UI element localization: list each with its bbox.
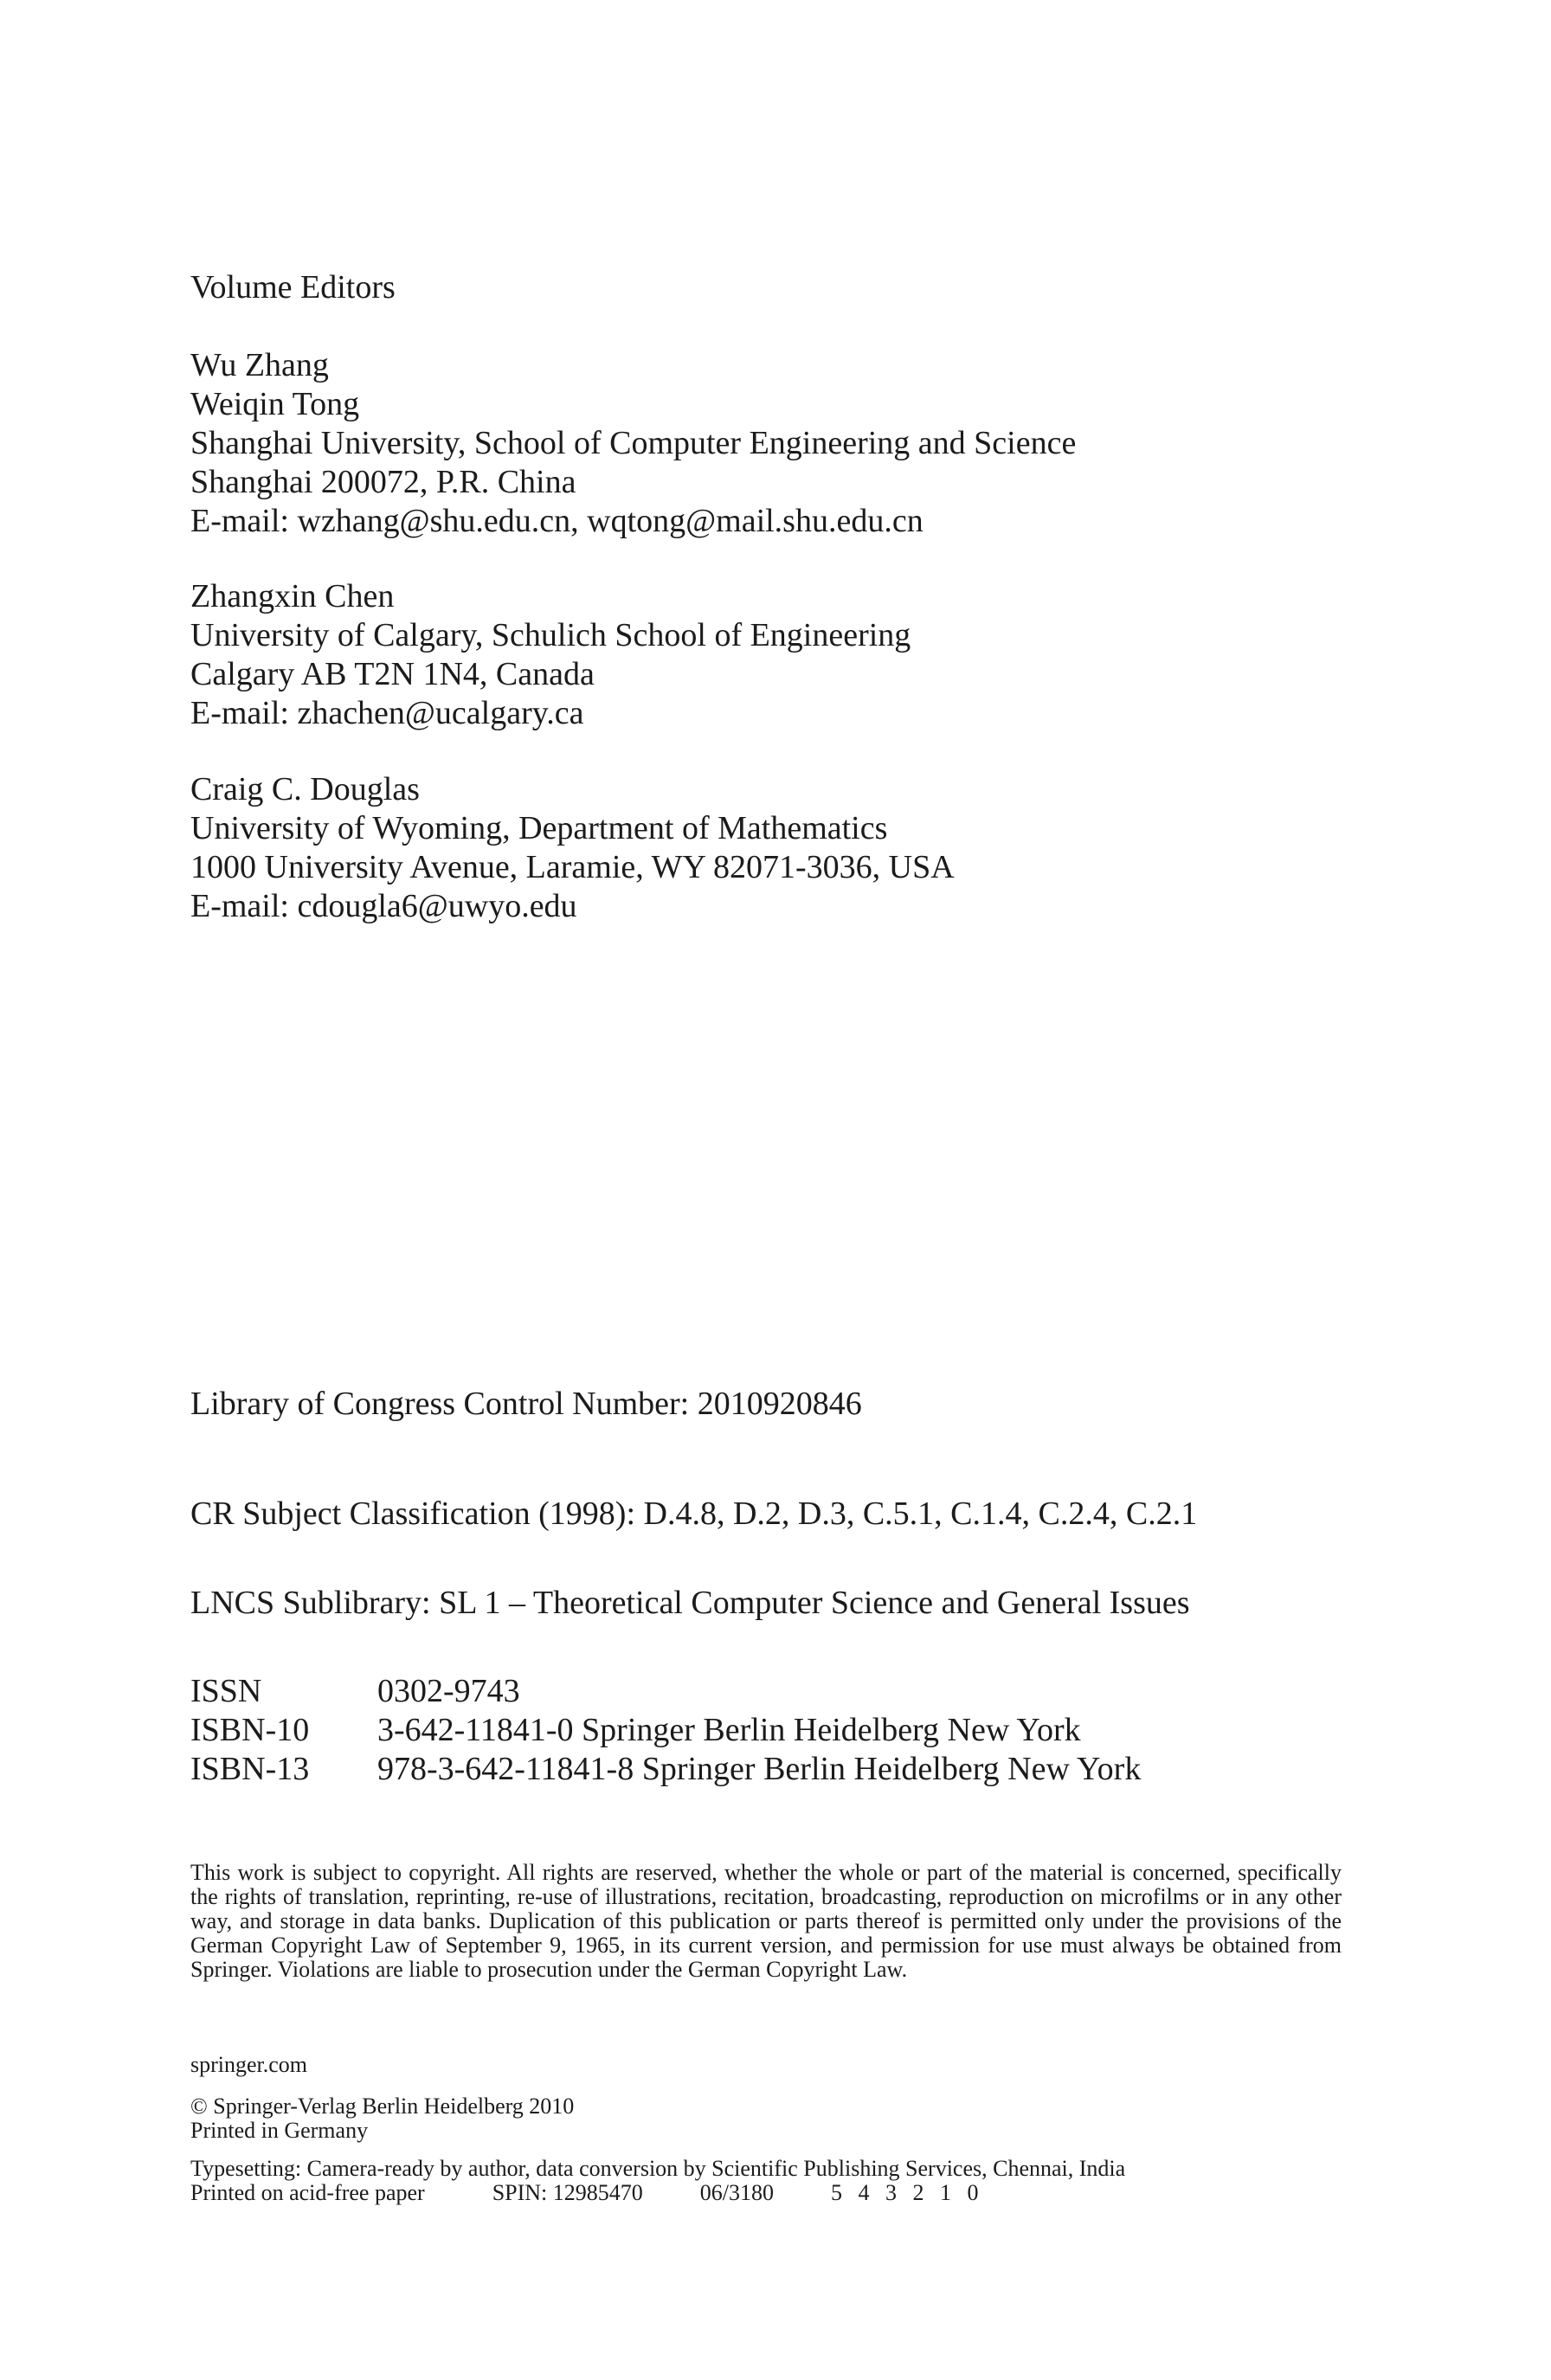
editor-email: E-mail: cdougla6@uwyo.edu (190, 888, 577, 924)
editor-address: 1000 University Avenue, Laramie, WY 82071-3036, USA (190, 849, 955, 885)
editor-name: Craig C. Douglas (190, 771, 420, 807)
isbn10-value: 3-642-11841-0 Springer Berlin Heidelberg New York (377, 1712, 1081, 1748)
editor-address: Calgary AB T2N 1N4, Canada (190, 656, 595, 692)
issn-label: ISSN (190, 1673, 262, 1709)
lccn-line (190, 1385, 1350, 1424)
cr-classification-line (190, 1495, 1350, 1534)
isbn13-label: ISBN-13 (190, 1751, 310, 1787)
printed-in-line: Printed in Germany (190, 2118, 369, 2143)
editor-name: Weiqin Tong (190, 386, 360, 422)
isbn13-value: 978-3-642-11841-8 Springer Berlin Heidelberg New York (377, 1751, 1142, 1787)
typesetting-line: Typesetting: Camera-ready by author, data conversion by Scientific Publishing Services, Chennai, India (190, 2156, 1126, 2181)
editor-affiliation: University of Calgary, Schulich School of Engineering (190, 617, 911, 653)
editor-email: E-mail: zhachen@ucalgary.ca (190, 695, 584, 731)
paper-info: Printed on acid-free paper (190, 2180, 425, 2205)
printing-codes: 5 4 3 2 1 0 (831, 2180, 984, 2205)
editor-address: Shanghai 200072, P.R. China (190, 464, 576, 500)
issn-value: 0302-9743 (377, 1673, 520, 1709)
editor-block-chen (190, 577, 1350, 733)
lccn-text: Library of Congress Control Number: 2010920846 (190, 1386, 862, 1422)
isbn10-label: ISBN-10 (190, 1712, 310, 1748)
print-code: 06/3180 (699, 2180, 775, 2205)
editor-name: Wu Zhang (190, 347, 329, 383)
editor-affiliation: University of Wyoming, Department of Mathematics (190, 810, 888, 846)
lncs-sublibrary-text: LNCS Sublibrary: SL 1 – Theoretical Computer Science and General Issues (190, 1585, 1190, 1621)
editor-block-zhang-tong (190, 346, 1350, 541)
website-text: springer.com (190, 2052, 308, 2077)
editor-affiliation: Shanghai University, School of Computer Engineering and Science (190, 425, 1077, 461)
editor-email: E-mail: wzhang@shu.edu.cn, wqtong@mail.shu.edu.cn (190, 503, 924, 539)
cr-classification-text: CR Subject Classification (1998): D.4.8, D.2, D.3, C.5.1, C.1.4, C.2.4, C.2.1 (190, 1496, 1198, 1532)
volume-editors-title: Volume Editors (190, 269, 396, 306)
spin-number: SPIN: 12985470 (492, 2180, 643, 2205)
print-info-row (190, 2181, 1350, 2205)
volume-editors-heading (190, 268, 1350, 307)
copyright-block (190, 2094, 1350, 2143)
publisher-website (190, 2053, 1350, 2077)
typesetting-block (190, 2157, 1350, 2205)
identifier-table (190, 1672, 1350, 1789)
copyright-notice: This work is subject to copyright. All rights are reserved, whether the whole or part of the material is concerned, specifically the rights of translation, reprinting, re-use of illustrations, recitation, broadcasting, reproduction on microfilms or in any other way, and storage in data banks. Duplication of this publication or parts thereof is permitted only under the provisions of the German Copyright Law of September 9, 1965, in its current version, and permission for use must always be obtained from Springer. Violations are liable to prosecution under the German Copyright Law. (190, 1860, 1342, 1982)
copyright-line: © Springer-Verlag Berlin Heidelberg 2010 (190, 2094, 575, 2119)
editor-name: Zhangxin Chen (190, 578, 395, 614)
editor-block-douglas (190, 770, 1350, 926)
lncs-sublibrary-line (190, 1584, 1350, 1623)
